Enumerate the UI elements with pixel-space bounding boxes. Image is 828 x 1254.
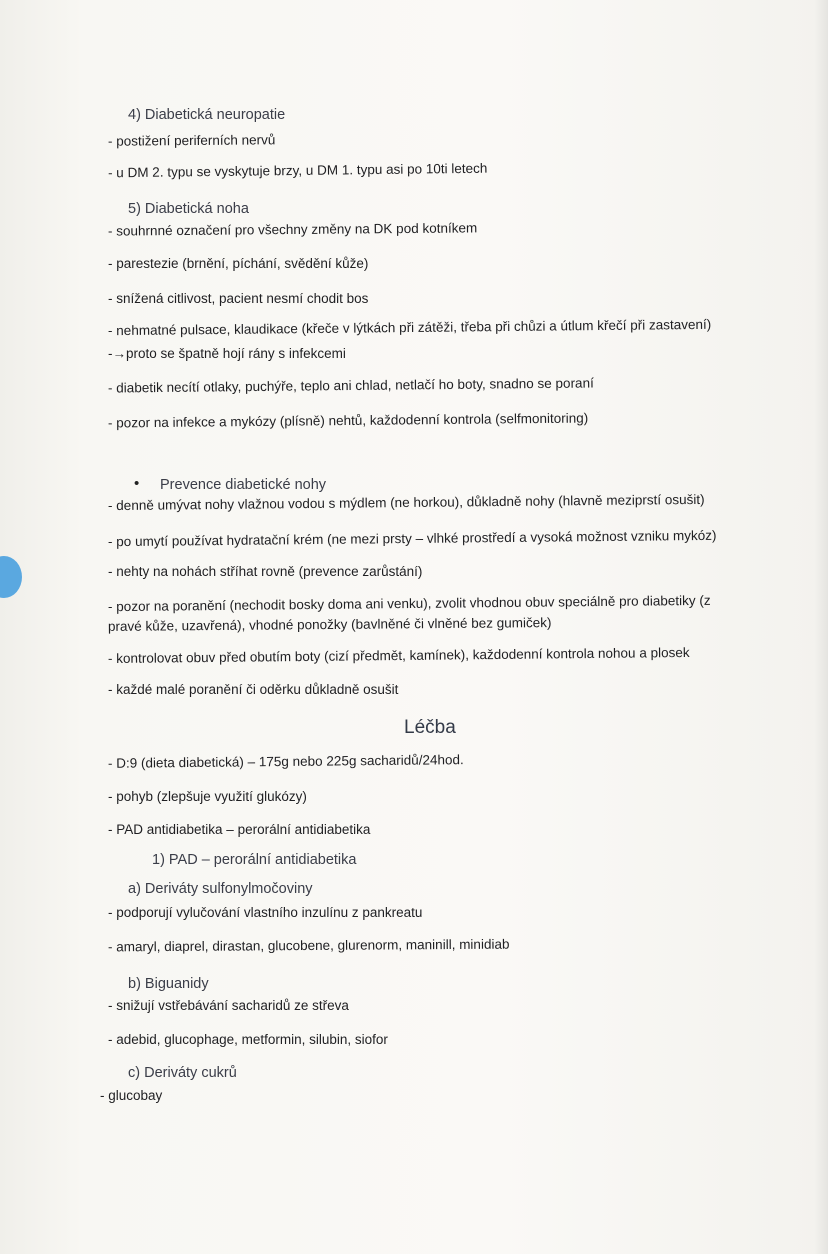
text-line: - nehty na nohách stříhat rovně (prevence zarůstání) xyxy=(108,564,423,579)
text-line: - pohyb (zlepšuje využití glukózy) xyxy=(108,789,307,804)
heading-sulfonylurea: a) Deriváty sulfonylmočoviny xyxy=(128,881,313,897)
text-line: - pozor na infekce a mykózy (plísně) nehtů, každodenní kontrola (selfmonitoring) xyxy=(107,410,589,431)
text-line: - snižují vstřebávání sacharidů ze střeva xyxy=(108,998,349,1013)
text-line: - D:9 (dieta diabetická) – 175g nebo 225g sacharidů/24hod. xyxy=(107,752,464,771)
text-line: - PAD antidiabetika – perorální antidiabetika xyxy=(108,822,371,837)
text-line: - snížená citlivost, pacient nesmí chodit bos xyxy=(108,291,369,306)
text-line: - podporují vylučování vlastního inzulínu z pankreatu xyxy=(108,905,423,920)
heading-neuropathy: 4) Diabetická neuropatie xyxy=(128,107,286,123)
heading-biguanides: b) Biguanidy xyxy=(128,976,209,992)
text-line: - diabetik necítí otlaky, puchýře, teplo ani chlad, netlačí ho boty, snadno se poraní xyxy=(107,375,594,396)
text-line: - nehmatné pulsace, klaudikace (křeče v lýtkách při zátěži, třeba při chůzi a útlum křečí při zastavení) xyxy=(107,316,712,339)
text-line: - denně umývat nohy vlažnou vodou s mýdlem (ne horkou), důkladně nohy (hlavně meziprstí osušit) xyxy=(107,491,705,514)
text-line: - u DM 2. typu se vyskytuje brzy, u DM 1. typu asi po 10ti letech xyxy=(107,160,488,181)
punch-hole-tab xyxy=(0,556,22,598)
heading-diabetic-foot: 5) Diabetická noha xyxy=(128,201,249,217)
heading-pad: 1) PAD – perorální antidiabetika xyxy=(152,852,357,868)
text-line: -→proto se špatně hojí rány s infekcemi xyxy=(108,346,346,361)
text-line: - amaryl, diaprel, dirastan, glucobene, glurenorm, maninill, minidiab xyxy=(107,936,510,955)
text-line: - postižení periferních nervů xyxy=(107,132,276,149)
text-line: - po umytí používat hydratační krém (ne mezi prsty – vlhké prostředí a vysoká možnost vzniku mykóz) xyxy=(107,527,717,550)
heading-prevention: • Prevence diabetické nohy xyxy=(160,477,326,493)
text-line: - adebid, glucophage, metformin, silubin, siofor xyxy=(108,1032,388,1047)
text-line: - každé malé poranění či oděrku důkladně osušit xyxy=(108,682,399,697)
text-line: pravé kůže, uzavřená), vhodné ponožky (bavlněné či vlněné bez gumiček) xyxy=(107,615,552,634)
text-line: - pozor na poranění (nechodit bosky doma ani venku), zvolit vhodnou obuv speciálně pro diabetiky (z xyxy=(107,592,711,615)
page-edge-shadow xyxy=(814,0,828,1254)
heading-treatment: Léčba xyxy=(404,717,456,738)
heading-sugar-derivatives: c) Deriváty cukrů xyxy=(128,1065,237,1081)
text-line: - parestezie (brnění, píchání, svědění kůže) xyxy=(108,256,369,271)
text-line: - kontrolovat obuv před obutím boty (cizí předmět, kamínek), každodenní kontrola nohou a plosek xyxy=(107,644,690,667)
text-line: - souhrnné označení pro všechny změny na DK pod kotníkem xyxy=(107,220,478,239)
text-line: - glucobay xyxy=(100,1088,163,1103)
